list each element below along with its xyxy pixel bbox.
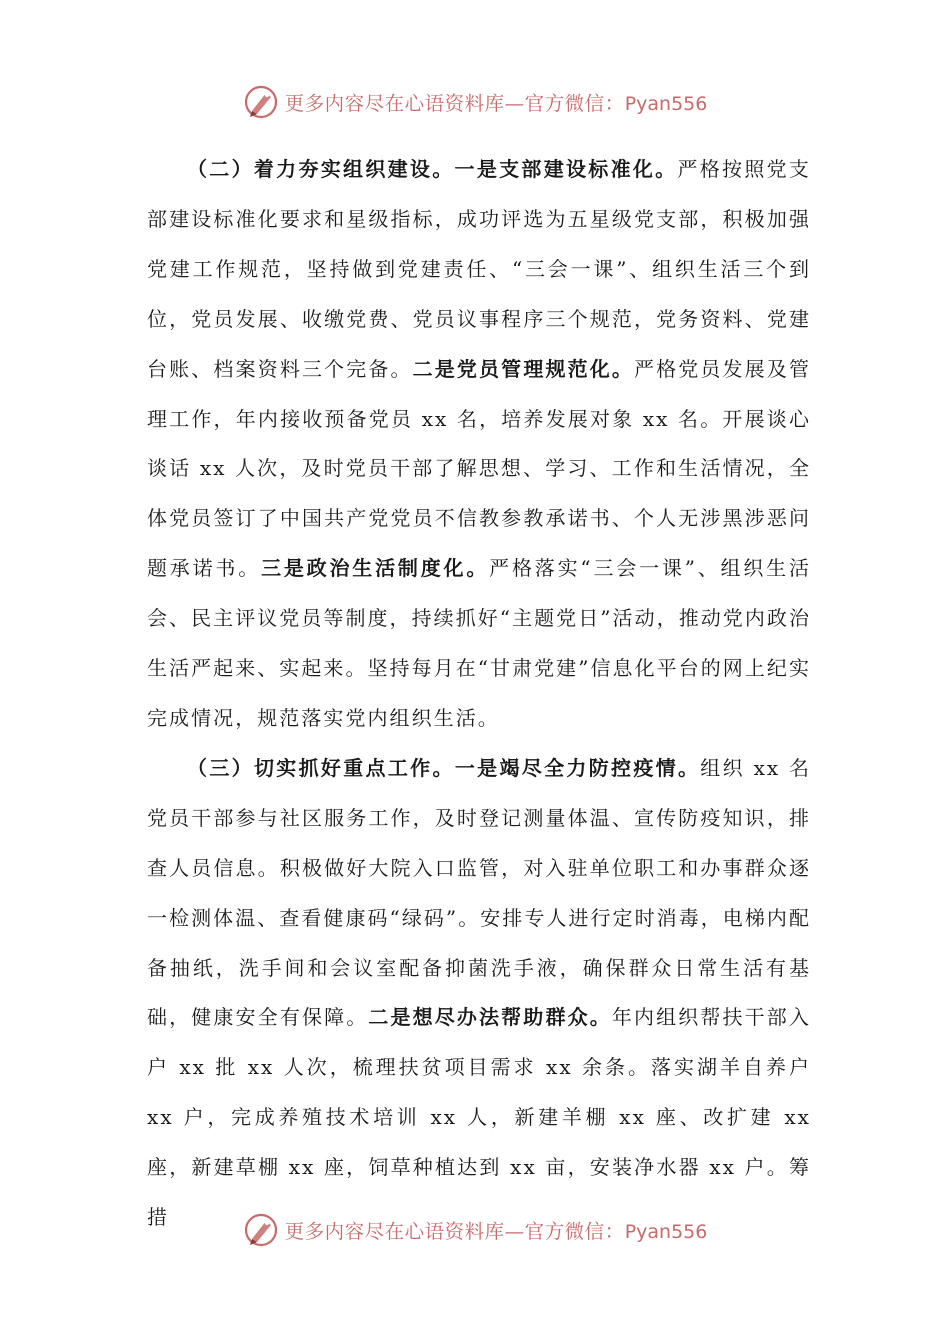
body-text: 严格党员发展及管理工作，年内接收预备党员 xx 名，培养发展对象 xx 名。开展谈心谈话 xx 人次，及时党员干部了解思想、学习、工作和生活情况，全体党员签订了中国共产党党员不信教参教承诺书、个人无涉黑涉恶问题承诺书。 — [147, 356, 811, 581]
watermark-wechat-id: Pyan556 — [624, 1221, 708, 1243]
paragraph-key-work — [147, 744, 811, 1243]
document-body — [147, 145, 811, 1243]
subheading-help-masses: 二是想尽办法帮助群众。 — [368, 1005, 612, 1030]
watermark-wechat-id: Pyan556 — [624, 93, 708, 115]
paragraph-organization-building — [147, 145, 811, 744]
watermark-text — [285, 1216, 708, 1244]
subheading-epidemic-control: 一是竭尽全力防控疫情。 — [454, 755, 701, 780]
subheading-member-management: 二是党员管理规范化。 — [412, 356, 634, 381]
watermark-wechat-label: 官方微信： — [524, 92, 625, 115]
body-text: 严格落实“三会一课”、组织生活会、民主评议党员等制度，持续抓好“主题党日”活动，推动党内政治生活严起来、实起来。坚持每月在“甘肃党建”信息化平台的网上纪实完成情况，规范落实党内组织生活。 — [147, 556, 812, 730]
heading-key-work: （三）切实抓好重点工作。 — [187, 755, 455, 780]
watermark-site-text: 更多内容尽在心语资料库 — [284, 1220, 505, 1243]
pen-nib-circle-icon — [243, 1212, 279, 1248]
watermark-banner-bottom — [0, 1210, 950, 1250]
heading-organization-building: （二）着力夯实组织建设。 — [187, 157, 455, 181]
watermark-site-text: 更多内容尽在心语资料库 — [284, 92, 505, 115]
watermark-dash: — — [504, 1220, 525, 1243]
watermark-banner-top — [0, 82, 950, 122]
watermark-wechat-label: 官方微信： — [524, 1220, 625, 1243]
subheading-branch-standardization: 一是支部建设标准化。 — [454, 157, 678, 181]
body-text: 年内组织帮扶干部入户 xx 批 xx 人次，梳理扶贫项目需求 xx 余条。落实湖羊自养户 xx 户，完成养殖技术培训 xx 人，新建羊棚 xx 座、改扩建 xx 座，新建草棚 xx 座，饲草种植达到 xx 亩，安装净水器 xx 户。筹措 — [147, 1005, 811, 1230]
body-text: 组织 xx 名党员干部参与社区服务工作，及时登记测量体温、宣传防疫知识，排查人员信息。积极做好大院入口监管，对入驻单位职工和办事群众逐一检测体温、查看健康码“绿码”。安排专人进行定时消毒，电梯内配备抽纸，洗手间和会议室配备抑菌洗手液，确保群众日常生活有基础，健康安全有保障。 — [147, 755, 811, 1030]
watermark-dash: — — [504, 92, 525, 115]
subheading-political-life: 三是政治生活制度化。 — [261, 556, 490, 581]
pen-nib-circle-icon — [243, 84, 279, 120]
watermark-text — [285, 88, 708, 116]
body-text: 严格按照党支部建设标准化要求和星级指标，成功评选为五星级党支部，积极加强党建工作规范，坚持做到党建责任、“三会一课”、组织生活三个到位，党员发展、收缴党费、党员议事程序三个规范，党务资料、党建台账、档案资料三个完备。 — [147, 157, 811, 381]
